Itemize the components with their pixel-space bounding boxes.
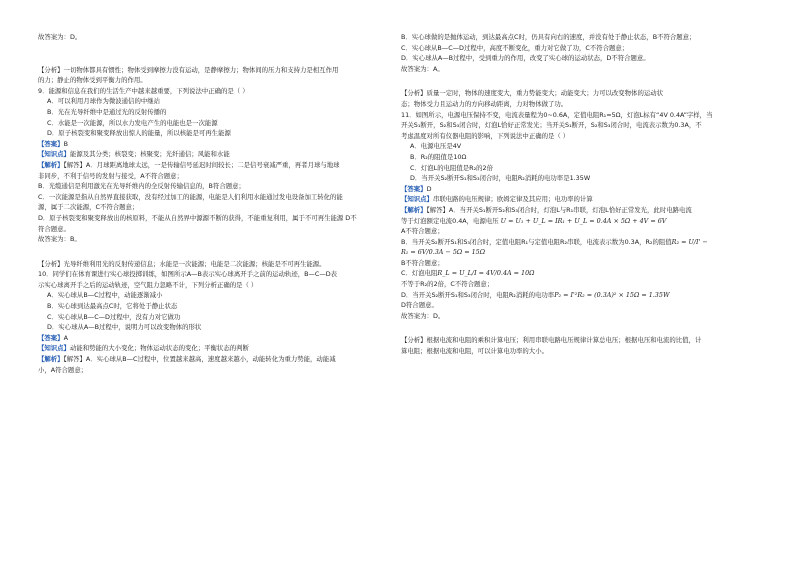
answer-tag: 【答案】 (401, 184, 427, 193)
question-11-stem: 开关S₁断开，S₂和S₃闭合时，灯泡L恰好正常发光；当开关S₁断开，S₂和S₃闭合时，电流表示数为0.3A，不 (401, 121, 702, 130)
explanation-line: C．一次能源是指从自然界直接获取，没有经过加工的能源，电能是人们利用水能通过发电设备加工转化的能 (38, 192, 343, 201)
knowledge-tag: 【知识点】 (401, 195, 433, 204)
question-9-knowledge (38, 149, 400, 160)
question-10-option-d: D．实心球从A—B过程中，说明力可以改变物体的形状 (47, 323, 202, 332)
explanation-text: 【解答】A．实心球从B—C过程中，位置越来越高，速度越来越小，动能转化为重力势能，动能减 (63, 355, 336, 364)
formula: R_L = U_L/I = 4V/0.4A = 10Ω (437, 269, 535, 278)
answer-tag: 【答案】 (38, 333, 64, 342)
explanation-line: 非同步，不利于信号的发射与接受，A不符合题意； (38, 171, 183, 180)
question-10-answer (38, 333, 400, 344)
question-11-answer (401, 184, 763, 195)
explanation-text: B．当开关S₂断开S₁和S₃闭合时，定值电阻R₁与定值电阻R₂串联，电流表示数为0.3A，R₂的阻值 (401, 237, 672, 246)
formula: P₂ = I'²R₂ = (0.3A)² × 15Ω = 1.35W (554, 290, 670, 299)
knowledge-tag: 【知识点】 (38, 344, 70, 353)
question-11-option-b: B．R₂的阻值是10Ω (410, 152, 467, 161)
analysis-line: 【分析】一切物体都具有惯性；物体受到摩擦力没有运动，是静摩擦力；物体间的压力和支持力是相互作用 (38, 65, 339, 74)
explanation-tag: 【解析】 (38, 355, 64, 364)
explanation-text: 等于灯泡额定电流0.4A，电源电压 (401, 216, 499, 225)
explanation-line (401, 237, 763, 248)
answer-value: D (426, 184, 432, 193)
explanation-line: B．实心球做的是抛体运动，到达最高点C时，仍具有向右的速度，并没有处于静止状态，B不符合题意； (401, 33, 696, 41)
question-10-option-c: C．实心球从B—C—D过程中，没有力对它做功 (47, 312, 181, 321)
question-10-stem: 示实心球离开手之后的运动轨迹，空气阻力忽略不计，下列分析正确的是（ ） (38, 280, 258, 289)
explanation-text: D．当开关S₂断开S₁和S₃闭合时，电阻R₂消耗的电功率 (401, 290, 555, 299)
question-9-option-a: A．可以利用月球作为微波通信的中继站 (47, 97, 161, 106)
answer-line: 故答案为：A。 (401, 64, 444, 73)
question-10-option-a: A．实心球从B—C过程中，动能逐渐减小 (47, 291, 163, 300)
analysis-line: 【分析】质量一定时，物体的速度变大，重力势能变大；动能变大；力可以改变物体的运动状 (401, 89, 664, 98)
question-10-option-b: B．实心球到达最高点C时，它将处于静止状态 (47, 302, 178, 311)
question-9-option-d: D．原子核裂变和聚变释放出惊人的能量，所以核能是可再生能源 (47, 129, 231, 138)
left-column (38, 32, 400, 375)
knowledge-tag: 【知识点】 (38, 150, 70, 159)
question-11-knowledge (401, 194, 763, 205)
explanation-line (401, 216, 763, 227)
explanation-line: D．实心球从A—B过程中，受到重力的作用，改变了实心球的运动状态，D不符合题意。 (401, 54, 650, 63)
analysis-line: 算电阻；根据电流和电阻，可以计算电功率的大小。 (401, 347, 548, 356)
question-11-option-a: A．电源电压是4V (410, 142, 462, 151)
formula: U = U₁ + U_L = IR₁ + U_L = 0.4A × 5Ω + 4V = 6V (500, 216, 667, 225)
explanation-line: C．实心球从B—C—D过程中，高度不断变化，重力对它做了功，C不符合题意； (401, 43, 629, 52)
explanation-line: D符合题意。 (401, 301, 438, 310)
question-9-explanation (38, 160, 400, 171)
knowledge-text: 串联电路的电压规律；欧姆定律及其应用；电功率的计算 (432, 195, 593, 204)
question-9-option-c: C．水能是一次能源，所以水力发电产生的电能也是一次能源 (47, 118, 218, 127)
explanation-text: C．灯泡电阻 (401, 269, 438, 278)
explanation-line: 不等于R₂的2倍，C不符合题意； (401, 280, 494, 289)
question-11-stem: 11．如图所示，电源电压保持不变，电流表量程为0~0.6A，定值电阻R₁=5Ω，灯泡L标有“4V 0.4A”字样，当 (401, 110, 713, 119)
question-11-option-c: C．灯泡L的电阻值是R₂的2倍 (410, 163, 493, 172)
explanation-text: 【解答】A．当开关S₁断开S₂和S₃闭合时，灯泡L与R₁串联，灯泡L恰好正常发光，此时电路电流 (426, 205, 692, 214)
knowledge-text: 能源及其分类；核裂变；核聚变；光纤通信；风能和水能 (69, 150, 230, 159)
question-10-explanation (38, 354, 400, 365)
explanation-text: 【解答】A．月球距离地球太远，一是传输信号延迟时间较长；二是信号衰减严重，再者月球与地球 (63, 160, 340, 169)
explanation-line: 源，属于二次能源，C不符合题意； (38, 203, 139, 212)
question-9-answer (38, 139, 400, 150)
analysis-line: 【分析】光导纤维利用光的反射传递信息；水能是一次能源；电能是二次能源；核能是不可再生能源。 (38, 259, 326, 268)
explanation-line: D．原子核裂变和聚变释放出的核原料，不能从自然界中源源不断的获得，不能重复利用，属于不可再生能源 D不 (38, 213, 357, 222)
explanation-line: B不符合题意； (401, 258, 444, 267)
formula: R₁ = 6V/0.3A − 5Ω = 15Ω (401, 248, 486, 257)
answer-line: 故答案为：D。 (38, 33, 82, 41)
explanation-line: B．光缆通信是利用激光在光导纤维内的全反射传输信息的，B符合题意； (38, 182, 245, 191)
explanation-line (401, 268, 763, 279)
formula: R₂ = U/I' − (671, 237, 708, 246)
question-9-option-b: B．光在光导纤维中是通过光的反射传播的 (47, 107, 167, 116)
analysis-line: 态；物体受力且运动力的方向移动距离，力对物体做了功。 (401, 99, 568, 108)
knowledge-text: 动能和势能的大小变化；物体运动状态的变化；平衡状态的判断 (69, 344, 249, 353)
question-10-stem: 10．同学们在体育课进行实心球投掷训练，如图所示A—B表示实心球离开手之前的运动轨迹，B—C—D表 (38, 270, 338, 279)
answer-line: 故答案为：B。 (38, 235, 81, 244)
explanation-tag: 【解析】 (401, 205, 427, 214)
question-11-stem: 考虑温度对所有仪器电阻的影响，下列说法中正确的是（ ） (401, 131, 570, 140)
question-10-knowledge (38, 343, 400, 354)
analysis-line: 的力；静止的物体受到平衡力的作用。 (38, 76, 147, 85)
answer-value: A (63, 333, 68, 342)
question-9-stem: 9．能源和信息在我们的生活生产中越来越重要，下列说法中正确的是（ ） (38, 86, 249, 95)
answer-line: 故答案为：D。 (401, 311, 445, 320)
explanation-line (401, 290, 763, 301)
explanation-line (401, 247, 763, 258)
analysis-line: 【分析】根据电流和电阻的乘积计算电压；利用串联电路电压规律计算总电压；根据电压和电流的比值，计 (401, 336, 702, 345)
answer-value: B (63, 139, 68, 148)
explanation-line: A不符合题意； (401, 227, 444, 236)
right-column (401, 32, 763, 357)
explanation-line: 小，A符合题意； (38, 365, 88, 374)
explanation-tag: 【解析】 (38, 160, 64, 169)
question-11-option-d: D．当开关S₂断开S₁和S₃闭合时，电阻R₂消耗的电功率是1.35W (410, 174, 591, 183)
explanation-line: 符合题意。 (38, 224, 70, 233)
question-11-explanation (401, 205, 763, 216)
answer-tag: 【答案】 (38, 139, 64, 148)
